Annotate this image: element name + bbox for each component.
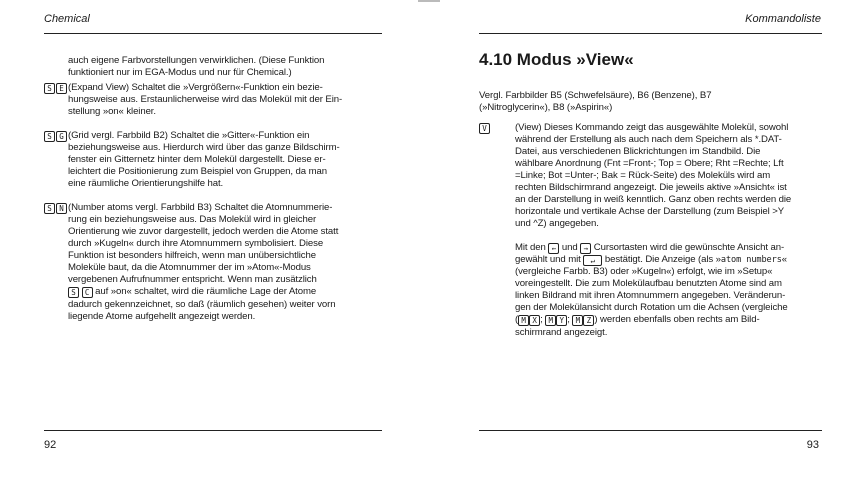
left-arrow-key-icon: ← — [548, 243, 559, 254]
key-combo-s-g — [44, 131, 67, 142]
entry-expand-view: (Expand View) Schaltet die »Vergrößern«-Funktion ein bezie- hungsweise aus. Erstaunlicherweise wird das Molekül mit der Ein- stellung »on« kleiner. — [68, 82, 343, 117]
entry-grid: (Grid vergl. Farbbild B2) Schaltet die »Gitter«-Funktion ein beziehungsweise aus. Hierdurch wird über das ganze Bildschirm- fenster ein Gitternetz hinter dem Molekül dargestellt. Diese er- leichtert die Positionierung zum Beispiel von Gruppen, da man eine räumliche Orientierungshilfe hat. — [68, 130, 340, 189]
left-page — [0, 0, 423, 480]
page-number-right: 93 — [806, 439, 819, 451]
right-arrow-key-icon: → — [580, 243, 591, 254]
key-cap: S — [44, 131, 55, 142]
running-head-right: Kommandoliste — [745, 13, 821, 25]
key-cap: E — [56, 83, 67, 94]
key-cap: M — [572, 315, 583, 326]
key-cap: S — [68, 287, 79, 298]
key-cap: Y — [556, 315, 567, 326]
header-rule-right — [479, 33, 822, 34]
intro-paragraph: auch eigene Farbvorstellungen verwirklichen. (Diese Funktion funktioniert nur im EGA-Modus und nur für Chemical.) — [68, 55, 325, 78]
key-cap: X — [529, 315, 540, 326]
cursor-instructions: Mit den ← und → Cursortasten wird die gewünschte Ansicht an- gewählt und mit ↵ bestätigt. Die Anzeige (als »atom numbers« (vergleiche Farbb. B3) oder »Kugeln«) erfolgt, wie im »Setup« voreingestellt. Die zum Molekülaufbau benutzten Atome sind am linken Bildrand mit ihren Atomnummern angegeben. Veränderun- gen der Molekülansicht durch Rotation um die Achsen (vergleiche ( M X ; M Y ; M Z ) werden ebenfalls oben rechts am Bild- schirmrand angezeigt. — [515, 242, 788, 338]
key-combo-s-c — [68, 287, 93, 299]
color-plate-references: Vergl. Farbbilder B5 (Schwefelsäure), B6 (Benzene), B7 (»Nitroglycerin«), B8 (»Aspirin«) — [479, 90, 712, 113]
key-combo-m-x — [518, 315, 540, 327]
header-rule-left — [44, 33, 382, 34]
key-v — [479, 123, 490, 134]
right-page — [423, 0, 847, 480]
footer-rule-left — [44, 430, 382, 431]
footer-rule-right — [479, 430, 822, 431]
entry-number-atoms: (Number atoms vergl. Farbbild B3) Schaltet die Atomnummerie- rung ein beziehungsweise aus. Das Molekül wird in gleicher Orientierung wie zuvor dargestellt, jedoch werden die Atome statt durch »Kugeln« durch ihre Atomnummern symbolisiert. Diese Funktion ist besonders hilfreich, wenn man unübersichtliche Moleküle baut, da die Atomnummer der im »Atom«-Modus vergebenen Aufrufnummer entspricht. Wenn man zusätzlich S C auf »on« schaltet, wird die räumliche Lage der Atome dadurch gekennzeichnet, so daß (räumlich gesehen) weiter vorn liegende Atome aufgehellt angezeigt werden. — [68, 202, 339, 322]
page-number-left: 92 — [44, 439, 57, 451]
line-with-keys: S C auf »on« schaltet, wird die räumliche Lage der Atome — [68, 286, 338, 299]
key-combo-s-e — [44, 83, 67, 94]
key-combo-s-n — [44, 203, 67, 214]
section-title: 4.10 Modus »View« — [479, 50, 634, 69]
key-cap: G — [56, 131, 67, 142]
running-head-left: Chemical — [44, 13, 90, 25]
enter-key-icon: ↵ — [583, 255, 602, 266]
key-cap: C — [82, 287, 93, 298]
key-combo-m-z — [572, 315, 594, 327]
key-cap: V — [479, 123, 490, 134]
key-cap: Z — [583, 315, 594, 326]
key-combo-m-y — [545, 315, 567, 327]
key-cap: S — [44, 83, 55, 94]
key-cap: S — [44, 203, 55, 214]
key-cap: N — [56, 203, 67, 214]
key-cap: M — [545, 315, 556, 326]
key-cap: M — [518, 315, 529, 326]
view-description: (View) Dieses Kommando zeigt das ausgewählte Molekül, sowohl während der Erstellung als auch nach dem Speichern als *.DAT- Datei, aus verschiedenen Blickrichtungen im Standbild. Die wählbare Anordnung (Fnt =Front-; Top = Obere; Rht =Rechte; Lft =Linke; Bot =Unter-; Bak = Rück-Seite) des Moleküls wird am rechten Bildschirmrand angezeigt. Die jeweils aktive »Ansicht« ist an der Darstellung in weiß kenntlich. Ganz oben rechts werden die horizontale und vertikale Achse der Darstellung (zum Beispiel >Y und ^Z) angegeben. — [515, 122, 792, 229]
